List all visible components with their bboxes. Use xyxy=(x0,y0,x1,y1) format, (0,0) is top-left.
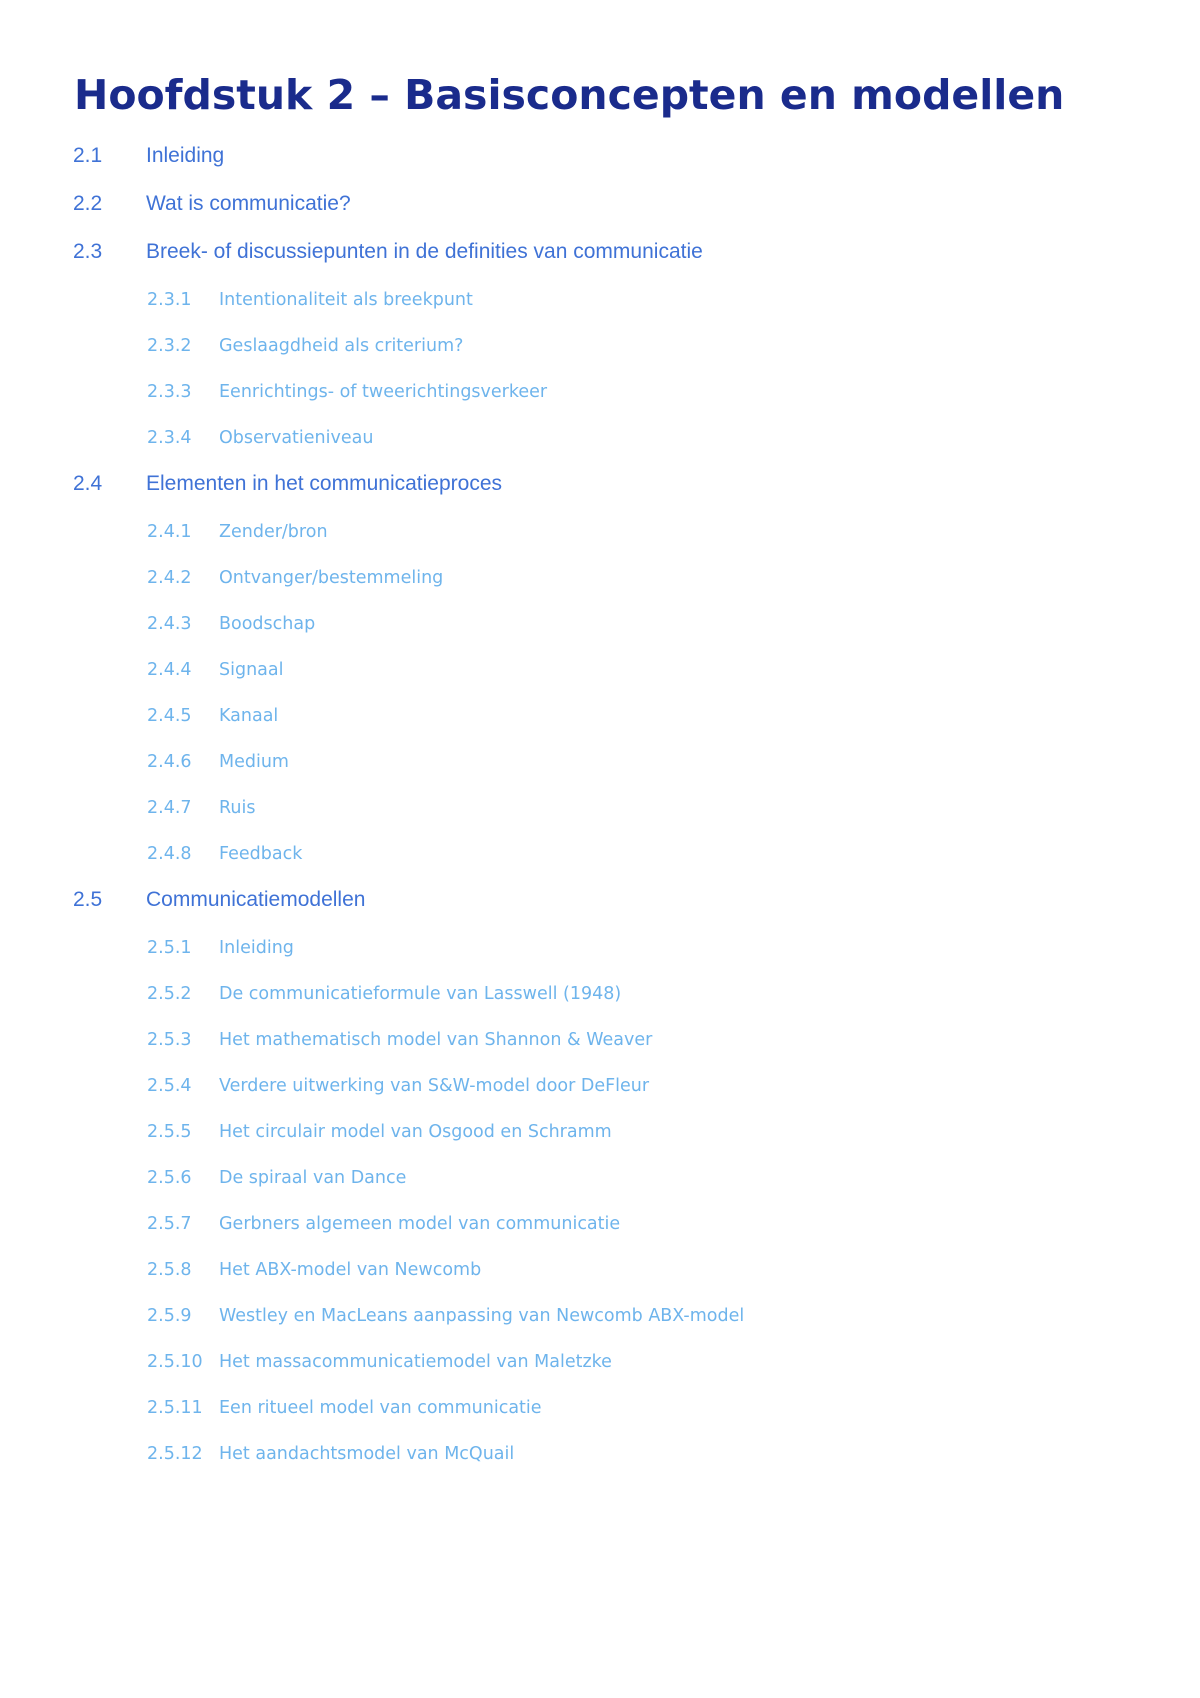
toc-number: 2.3.4 xyxy=(147,428,192,448)
chapter-title: Hoofdstuk 2 – Basisconcepten en modellen xyxy=(74,71,1065,119)
toc-number: 2.5.6 xyxy=(147,1168,192,1188)
toc-number: 2.4.4 xyxy=(147,660,192,680)
toc-number: 2.4 xyxy=(73,472,103,495)
toc-number: 2.5.8 xyxy=(147,1260,192,1280)
toc-number: 2.3.2 xyxy=(147,336,192,356)
toc-label: Communicatiemodellen xyxy=(146,888,366,911)
toc-label: Westley en MacLeans aanpassing van Newcomb ABX-model xyxy=(219,1306,745,1326)
toc-number: 2.3.1 xyxy=(147,290,192,310)
toc-number: 2.4.6 xyxy=(147,752,192,772)
toc-number: 2.5.3 xyxy=(147,1030,192,1050)
toc-number: 2.5.2 xyxy=(147,984,192,1004)
toc-number: 2.2 xyxy=(73,192,103,215)
toc-label: Het mathematisch model van Shannon & Weaver xyxy=(219,1030,653,1050)
toc-label: Intentionaliteit als breekpunt xyxy=(219,290,473,310)
toc-label: Medium xyxy=(219,752,289,772)
toc-label: Eenrichtings- of tweerichtingsverkeer xyxy=(219,382,548,402)
toc-label: Observatieniveau xyxy=(219,428,374,448)
toc-number: 2.5.12 xyxy=(147,1444,203,1464)
toc-number: 2.1 xyxy=(73,144,103,167)
toc-number: 2.4.1 xyxy=(147,522,192,542)
toc-number: 2.4.5 xyxy=(147,706,192,726)
toc-label: Feedback xyxy=(219,844,303,864)
toc-number: 2.4.2 xyxy=(147,568,192,588)
toc-number: 2.5.7 xyxy=(147,1214,192,1234)
toc-number: 2.5.10 xyxy=(147,1352,203,1372)
toc-number: 2.4.7 xyxy=(147,798,192,818)
toc-label: Zender/bron xyxy=(219,522,328,542)
toc-label: De communicatieformule van Lasswell (1948) xyxy=(219,984,622,1004)
toc-number: 2.5.9 xyxy=(147,1306,192,1326)
toc-label: Geslaagdheid als criterium? xyxy=(219,336,464,356)
toc-label: Kanaal xyxy=(219,706,279,726)
toc-label: Wat is communicatie? xyxy=(146,192,351,215)
toc-label: Boodschap xyxy=(219,614,316,634)
toc-number: 2.4.3 xyxy=(147,614,192,634)
toc-label: Elementen in het communicatieproces xyxy=(146,472,503,495)
toc-label: Het aandachtsmodel van McQuail xyxy=(219,1444,515,1464)
toc-label: Ruis xyxy=(219,798,256,818)
toc-number: 2.5.4 xyxy=(147,1076,192,1096)
toc-label: Inleiding xyxy=(219,938,294,958)
toc-label: De spiraal van Dance xyxy=(219,1168,407,1188)
toc-number: 2.5.5 xyxy=(147,1122,192,1142)
toc-number: 2.3.3 xyxy=(147,382,192,402)
toc-label: Het circulair model van Osgood en Schramm xyxy=(219,1122,612,1142)
toc-label: Gerbners algemeen model van communicatie xyxy=(219,1214,621,1234)
toc-number: 2.3 xyxy=(73,240,103,263)
toc-number: 2.4.8 xyxy=(147,844,192,864)
toc-number: 2.5.11 xyxy=(147,1398,203,1418)
toc-label: Het ABX-model van Newcomb xyxy=(219,1260,482,1280)
toc-label: Inleiding xyxy=(146,144,225,167)
toc-label: Signaal xyxy=(219,660,284,680)
toc-label: Het massacommunicatiemodel van Maletzke xyxy=(219,1352,612,1372)
toc-label: Verdere uitwerking van S&W-model door DeFleur xyxy=(219,1076,650,1096)
toc-label: Een ritueel model van communicatie xyxy=(219,1398,542,1418)
toc-label: Breek- of discussiepunten in de definities van communicatie xyxy=(146,240,703,263)
toc-number: 2.5 xyxy=(73,888,103,911)
toc-label: Ontvanger/bestemmeling xyxy=(219,568,444,588)
toc-number: 2.5.1 xyxy=(147,938,192,958)
